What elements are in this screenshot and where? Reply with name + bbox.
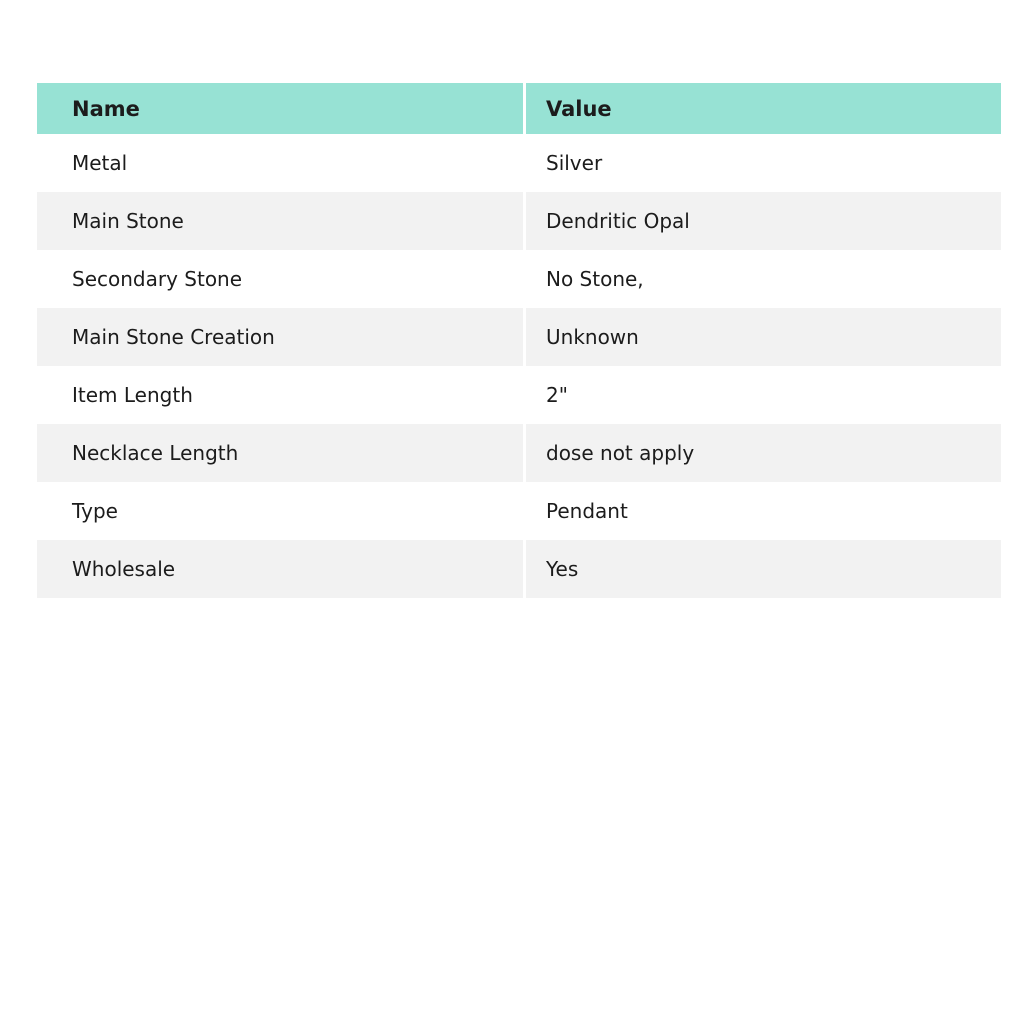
- attribute-value-cell: 2": [523, 366, 1001, 424]
- attribute-value-cell: Silver: [523, 134, 1001, 192]
- attribute-name-cell: Necklace Length: [37, 424, 523, 482]
- attribute-name-cell: Metal: [37, 134, 523, 192]
- attribute-name-cell: Secondary Stone: [37, 250, 523, 308]
- table-row: [37, 134, 1001, 192]
- attributes-table: [37, 83, 1001, 598]
- attribute-value-cell: dose not apply: [523, 424, 1001, 482]
- attribute-value-cell: Dendritic Opal: [523, 192, 1001, 250]
- table-row: [37, 308, 1001, 366]
- attribute-value-cell: No Stone,: [523, 250, 1001, 308]
- attribute-name-cell: Item Length: [37, 366, 523, 424]
- attribute-value-cell: Yes: [523, 540, 1001, 598]
- table-row: [37, 192, 1001, 250]
- attribute-name-cell: Main Stone: [37, 192, 523, 250]
- table-header-row: [37, 83, 1001, 134]
- attribute-value-cell: Pendant: [523, 482, 1001, 540]
- attribute-name-cell: Wholesale: [37, 540, 523, 598]
- table-row: [37, 366, 1001, 424]
- table-row: [37, 482, 1001, 540]
- table-row: [37, 250, 1001, 308]
- attribute-name-cell: Main Stone Creation: [37, 308, 523, 366]
- attribute-name-cell: Type: [37, 482, 523, 540]
- attribute-value-cell: Unknown: [523, 308, 1001, 366]
- table-row: [37, 424, 1001, 482]
- column-header-name: Name: [37, 83, 523, 134]
- table-row: [37, 540, 1001, 598]
- column-header-value: Value: [523, 83, 1001, 134]
